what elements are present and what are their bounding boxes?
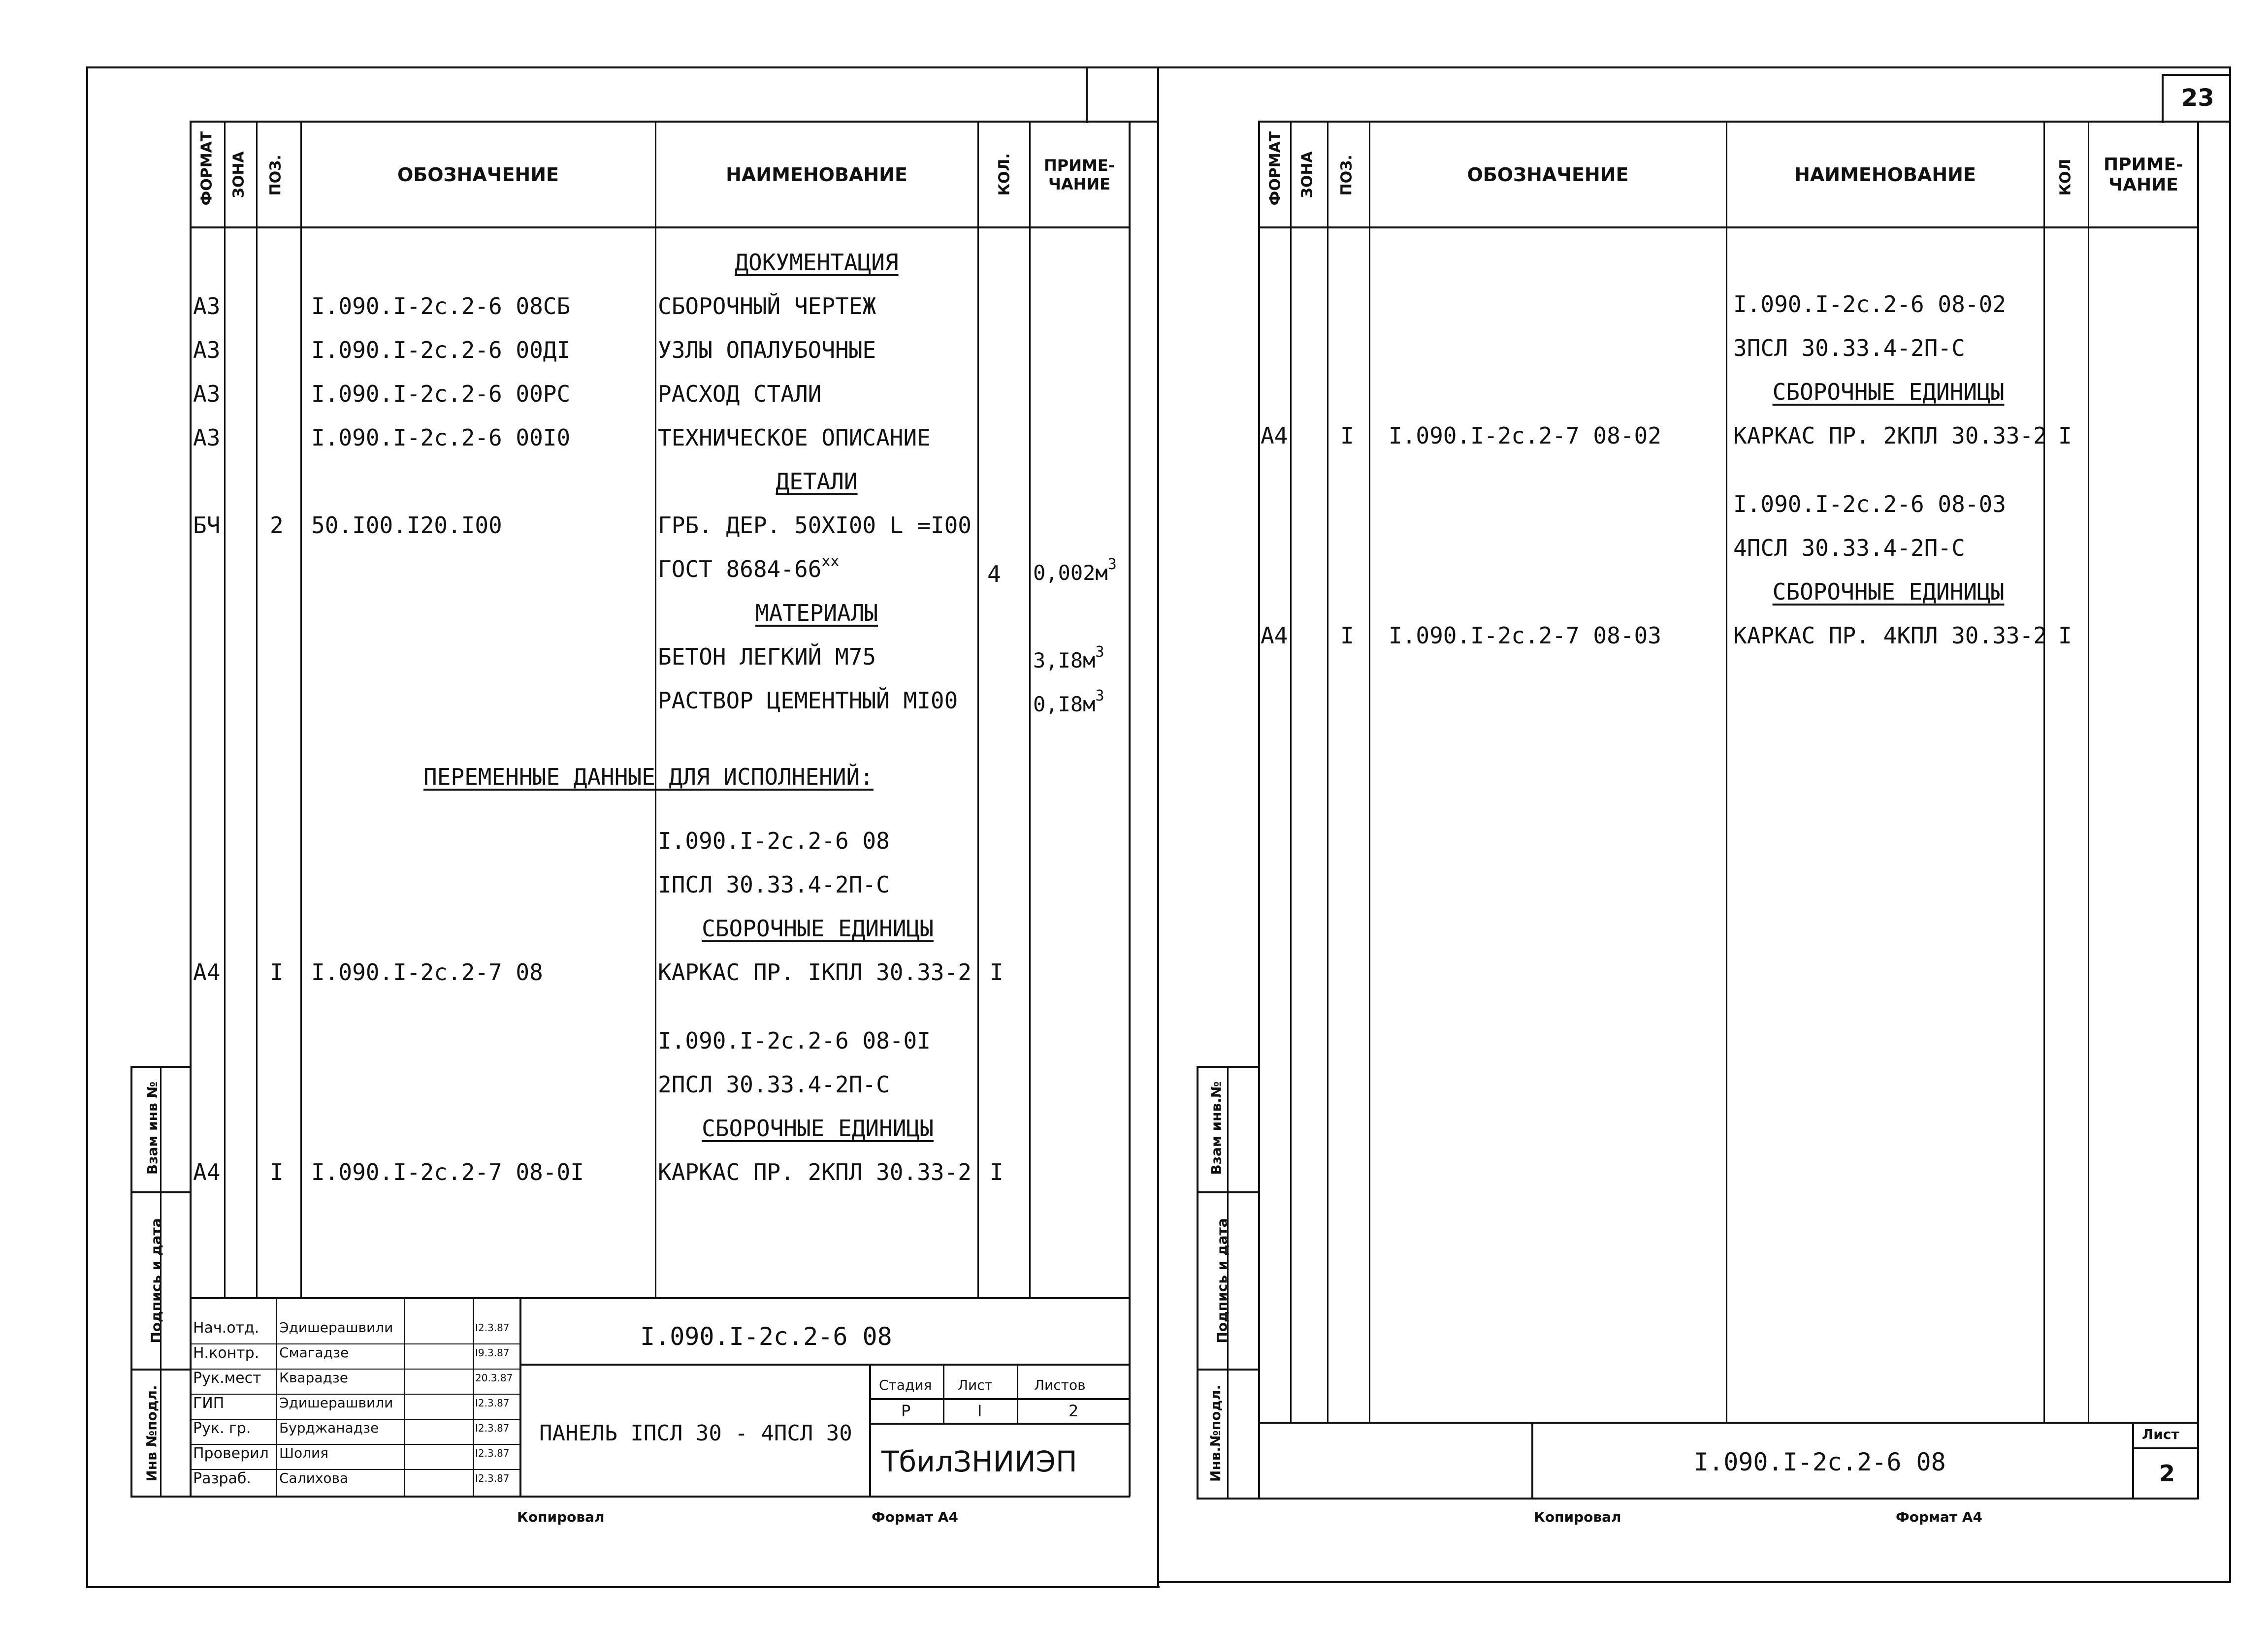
col-pos-header: ПОЗ.: [267, 155, 285, 196]
row-format: А3: [193, 381, 221, 407]
row-name: ТЕХНИЧЕСКОЕ ОПИСАНИЕ: [658, 424, 931, 451]
r-col-qty-header: КОЛ: [2057, 159, 2074, 196]
variant-pos: I: [1340, 422, 1354, 449]
note-header-line1: ПРИМЕ-: [1044, 156, 1115, 175]
r-note-header-line1: ПРИМЕ-: [2104, 155, 2183, 175]
r-col-zone-header: ЗОНА: [1298, 151, 1316, 198]
side-vzam: Взам инв №: [144, 1081, 161, 1175]
r-title-block-code: I.090.I-2с.2-6 08: [1694, 1448, 1946, 1476]
variant-code: I.090.I-2с.2-6 08: [658, 828, 890, 854]
signer-name: Салихова: [279, 1470, 349, 1486]
variant-panel: IПСЛ 30.33.4-2П-С: [658, 871, 890, 898]
r-col-name-header: НАИМЕНОВАНИЕ: [1794, 164, 1976, 186]
row-pos: 2: [270, 512, 284, 539]
page-number: 23: [2181, 84, 2214, 112]
row-note: $0,002м^3$: [1033, 556, 1117, 585]
variant-format: А4: [1261, 622, 1288, 649]
variant-designation: I.090.I-2с.2-7 08-0I: [311, 1159, 584, 1185]
variant-pos: I: [270, 959, 284, 986]
row-name: УЗЛЫ ОПАЛУБОЧНЫЕ: [658, 337, 876, 363]
variant-format: А4: [193, 959, 221, 986]
variant-designation: I.090.I-2с.2-7 08-02: [1389, 422, 1661, 449]
organization-name: ТбилЗНИИЭП: [881, 1445, 1077, 1478]
sheet-value: I: [977, 1402, 982, 1420]
variable-data-heading: ПЕРЕМЕННЫЕ ДАННЫЕ ДЛЯ ИСПОЛНЕНИЙ:: [423, 764, 874, 790]
row-name: РАСХОД СТАЛИ: [658, 381, 822, 407]
r-footer-copied: Копировал: [1534, 1509, 1621, 1525]
variant-panel: 2ПСЛ 30.33.4-2П-С: [658, 1071, 890, 1098]
variant-panel: 3ПСЛ 30.33.4-2П-С: [1733, 335, 1965, 361]
row-name: СБОРОЧНЫЙ ЧЕРТЕЖ: [658, 293, 876, 319]
row-name: РАСТВОР ЦЕМЕНТНЫЙ МI00: [658, 687, 958, 714]
section-heading: ДЕТАЛИ: [776, 468, 858, 495]
variant-qty: I: [2058, 422, 2072, 449]
variant-format: А4: [1261, 422, 1288, 449]
note-header-line2: ЧАНИЕ: [1048, 175, 1111, 193]
variant-pos: I: [270, 1159, 284, 1185]
signer-name: Шолия: [279, 1445, 329, 1461]
sheets-value: 2: [1069, 1402, 1079, 1420]
signer-date: I2.3.87: [475, 1472, 510, 1484]
variant-qty: I: [990, 959, 1004, 986]
variant-name: КАРКАС ПР. 4КПЛ 30.33-2: [1733, 622, 2047, 649]
section-heading: ДОКУМЕНТАЦИЯ: [735, 249, 899, 276]
variant-section: СБОРОЧНЫЕ ЕДИНИЦЫ: [702, 915, 934, 942]
col-qty-header: КОЛ.: [996, 153, 1013, 196]
row-format: А3: [193, 293, 221, 319]
signer-role: Проверил: [193, 1445, 269, 1462]
variant-name: КАРКАС ПР. 2КПЛ 30.33-2: [658, 1159, 972, 1185]
side-inv: Инв №подл.: [143, 1385, 160, 1482]
sheets-label: Листов: [1034, 1377, 1086, 1393]
signer-role: ГИП: [193, 1395, 225, 1412]
row-name: БЕТОН ЛЕГКИЙ М75: [658, 643, 876, 670]
row-designation: I.090.I-2с.2-6 00ДI: [311, 337, 571, 363]
title-block-title: ПАНЕЛЬ IПСЛ 30 - 4ПСЛ 30: [539, 1421, 852, 1446]
title-block-code: I.090.I-2с.2-6 08: [640, 1322, 892, 1351]
signer-name: Эдишерашвили: [279, 1319, 393, 1336]
signer-name: Бурджанадзе: [279, 1420, 379, 1436]
signer-role: Рук. гр.: [193, 1420, 251, 1437]
row-format: А3: [193, 424, 221, 451]
variant-name: КАРКАС ПР. IКПЛ 30.33-2: [658, 959, 972, 986]
variant-section: СБОРОЧНЫЕ ЕДИНИЦЫ: [1772, 379, 2005, 405]
signer-role: Н.контр.: [193, 1344, 259, 1362]
signer-date: I2.3.87: [475, 1322, 510, 1334]
signer-name: Кварадзе: [279, 1370, 348, 1386]
col-zone-header: ЗОНА: [230, 151, 248, 198]
row-designation: I.090.I-2с.2-6 00РС: [311, 381, 571, 407]
signer-date: I2.3.87: [475, 1422, 510, 1434]
row-note: $3,I8м^3$: [1033, 643, 1104, 672]
r-side-vzam: Взам инв.№: [1208, 1081, 1225, 1175]
variant-panel: 4ПСЛ 30.33.4-2П-С: [1733, 535, 1965, 561]
stage-value: Р: [901, 1402, 911, 1420]
col-designation-header: ОБОЗНАЧЕНИЕ: [397, 164, 559, 186]
signer-name: Смагадзе: [279, 1344, 349, 1361]
variant-code: I.090.I-2с.2-6 08-02: [1733, 291, 2006, 318]
row-designation: 50.I00.I20.I00: [311, 512, 502, 539]
variant-section: СБОРОЧНЫЕ ЕДИНИЦЫ: [702, 1115, 934, 1142]
variant-pos: I: [1340, 622, 1354, 649]
col-name-header: НАИМЕНОВАНИЕ: [726, 164, 907, 186]
variant-format: А4: [193, 1159, 221, 1185]
r-col-note-header: [2089, 123, 2198, 226]
sheet-label: Лист: [958, 1377, 993, 1393]
variant-code: I.090.I-2с.2-6 08-0I: [658, 1027, 931, 1054]
row-note: $0,I8м^3$: [1033, 687, 1104, 716]
r-sheet-label: Лист: [2142, 1426, 2179, 1442]
r-col-pos-header: ПОЗ.: [1338, 155, 1356, 196]
r-note-header-line2: ЧАНИЕ: [2108, 175, 2178, 195]
r-footer-format: Формат А4: [1896, 1509, 1982, 1525]
signer-date: I2.3.87: [475, 1447, 510, 1459]
r-sheet-value: 2: [2159, 1460, 2175, 1487]
footer-format: Формат А4: [872, 1509, 958, 1525]
variant-code: I.090.I-2с.2-6 08-03: [1733, 491, 2006, 517]
variant-designation: I.090.I-2с.2-7 08: [311, 959, 543, 986]
signer-role: Разраб.: [193, 1470, 251, 1487]
r-side-sign: Подпись и дата: [1214, 1218, 1231, 1343]
row-qty: 4: [987, 561, 1001, 587]
row-designation: I.090.I-2с.2-6 08СБ: [311, 293, 571, 319]
row-designation: I.090.I-2с.2-6 00I0: [311, 424, 571, 451]
signer-date: I9.3.87: [475, 1347, 510, 1359]
stage-label: Стадия: [879, 1377, 932, 1393]
section-heading: МАТЕРИАЛЫ: [755, 600, 878, 626]
variant-qty: I: [2058, 622, 2072, 649]
row-format: А3: [193, 337, 221, 363]
signer-role: Рук.мест: [193, 1370, 261, 1387]
variant-designation: I.090.I-2с.2-7 08-03: [1389, 622, 1661, 649]
r-col-designation-header: ОБОЗНАЧЕНИЕ: [1467, 164, 1629, 186]
footer-copied: Копировал: [517, 1509, 605, 1525]
variant-section: СБОРОЧНЫЕ ЕДИНИЦЫ: [1772, 578, 2005, 605]
col-note-header: [1030, 123, 1129, 226]
row-format: БЧ: [193, 512, 221, 539]
variant-name: КАРКАС ПР. 2КПЛ 30.33-2: [1733, 422, 2047, 449]
r-side-inv: Инв.№подл.: [1207, 1384, 1224, 1482]
variant-qty: I: [990, 1159, 1004, 1185]
r-col-format-header: ФОРМАТ: [1266, 131, 1284, 206]
signer-date: I2.3.87: [475, 1397, 510, 1409]
row-name: ГОСТ $8684-66^{хх}$: [658, 553, 840, 582]
signer-name: Эдишерашвили: [279, 1395, 393, 1411]
signer-role: Нач.отд.: [193, 1319, 259, 1337]
row-name: ГРБ. ДЕР. 50ХI00 L =I00: [658, 512, 972, 539]
side-sign: Подпись и дата: [148, 1218, 164, 1343]
signer-date: 20.3.87: [475, 1372, 513, 1384]
col-format-header: ФОРМАТ: [198, 131, 216, 206]
